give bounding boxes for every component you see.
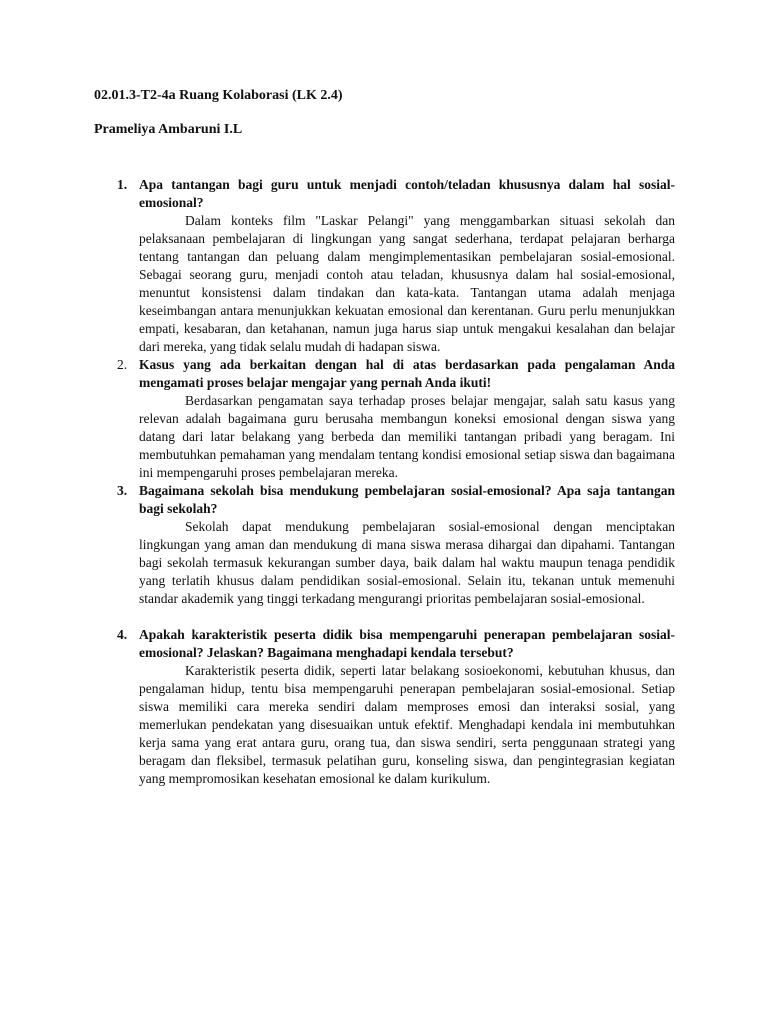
answer-text: Dalam konteks film "Laskar Pelangi" yang menggambarkan situasi sekolah dan pelaksanaan pembelajaran di lingkungan yang sangat sederhana, terdapat pelajaran berharga tentang tantangan dan peluang dalam mengimplementasikan pembelajaran sosial-emosional. Sebagai seorang guru, menjadi contoh atau teladan, khususnya dalam hal sosial-emosional, menuntut konsistensi dalam tindakan dan kata-kata. Tantangan utama adalah menjaga keseimbangan antara menunjukkan kekuatan emosional dan kerentanan. Guru perlu menunjukkan empati, kesabaran, dan ketahanan, namun juga harus siap untuk mengakui kesalahan dan belajar dari mereka, yang tidak selalu mudah di hadapan siswa. [139,213,675,354]
question-text: Kasus yang ada berkaitan dengan hal di atas berdasarkan pada pengalaman Anda mengamati proses belajar mengajar yang pernah Anda ikuti! [139,357,675,390]
question-list [117,176,675,788]
question-text: Apa tantangan bagi guru untuk menjadi contoh/teladan khususnya dalam hal sosial-emosional? [139,177,675,210]
question-number: 3. [117,483,128,498]
question-text: Apakah karakteristik peserta didik bisa mempengaruhi penerapan pembelajaran sosial-emosional? Jelaskan? Bagaimana menghadapi kendala tersebut? [139,627,675,660]
question-text: Bagaimana sekolah bisa mendukung pembelajaran sosial-emosional? Apa saja tantangan bagi sekolah? [139,483,675,516]
author-name: Prameliya Ambaruni I.L [94,122,243,137]
answer-text: Sekolah dapat mendukung pembelajaran sosial-emosional dengan menciptakan lingkungan yang aman dan mendukung di mana siswa merasa dihargai dan dipahami. Tantangan bagi sekolah termasuk kekurangan sumber daya, baik dalam hal waktu maupun tenaga pendidik yang terlatih khusus dalam pendidikan sosial-emosional. Selain itu, tekanan untuk memenuhi standar akademik yang tinggi terkadang mengurangi prioritas pembelajaran sosial-emosional. [139,519,675,606]
question-number: 2. [117,357,128,372]
paragraph-gap [139,608,675,626]
list-item [117,176,675,356]
answer-text: Karakteristik peserta didik, seperti latar belakang sosioekonomi, kebutuhan khusus, dan pengalaman hidup, tentu bisa mempengaruhi penerapan pembelajaran sosial-emosional. Setiap siswa memiliki cara mereka sendiri dalam memproses emosi dan interaksi sosial, yang memerlukan pendekatan yang disesuaikan untuk efektif. Menghadapi kendala ini membutuhkan kerja sama yang erat antara guru, orang tua, dan siswa sendiri, serta penggunaan strategi yang beragam dan fleksibel, termasuk pelatihan guru, konseling siswa, dan pengintegrasian kegiatan yang mempromosikan kesehatan emosional ke dalam kurikulum. [139,663,675,786]
question-number: 4. [117,627,128,642]
answer-text: Berdasarkan pengamatan saya terhadap proses belajar mengajar, salah satu kasus yang relevan adalah bagaimana guru berusaha membangun koneksi emosional dengan siswa yang datang dari latar belakang yang berbeda dan memiliki tantangan pribadi yang beragam. Ini membutuhkan pemahaman yang mendalam tentang kondisi emosional setiap siswa dan bagaimana ini mempengaruhi proses pembelajaran mereka. [139,393,675,480]
document-title: 02.01.3-T2-4a Ruang Kolaborasi (LK 2.4) [94,88,343,103]
question-number: 1. [117,177,128,192]
list-item [117,626,675,788]
list-item [117,356,675,482]
list-item [117,482,675,626]
